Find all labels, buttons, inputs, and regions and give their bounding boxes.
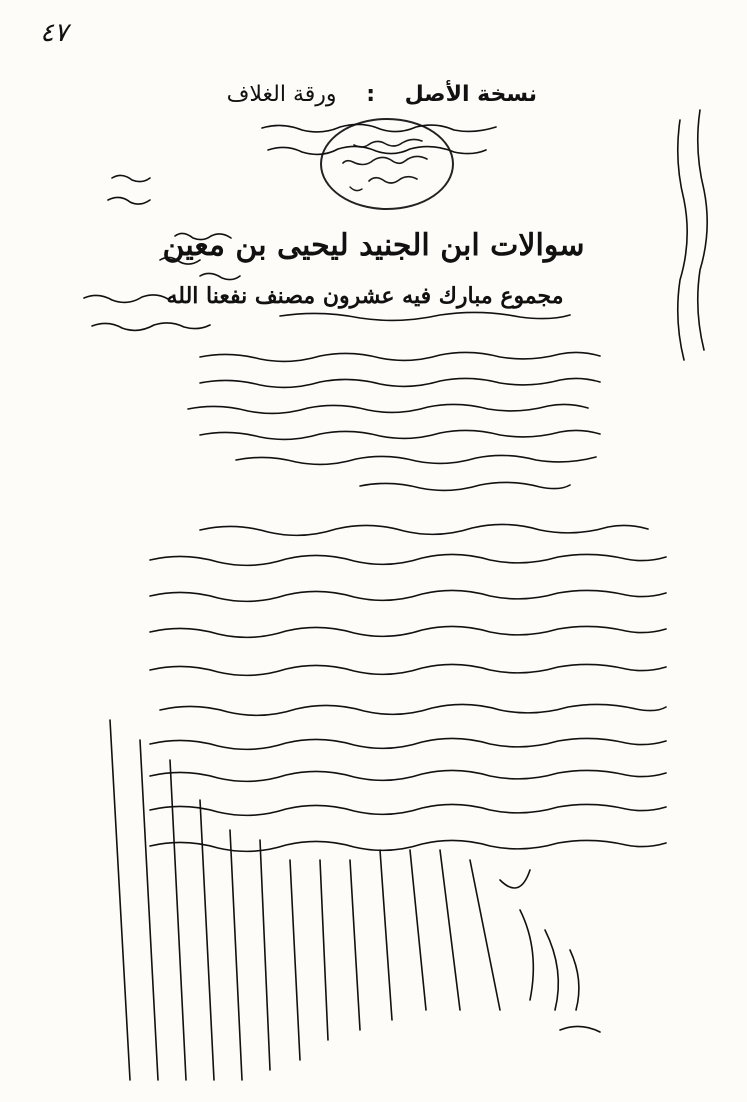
bottom-diagonal-notes	[110, 720, 600, 1080]
audition-note	[188, 352, 600, 490]
folio-number: ٤٧	[40, 18, 68, 48]
collection-subtitle: مجموع مبارك فيه عشرون مصنف نفعنا الله	[166, 283, 564, 309]
header-separator: :	[366, 82, 375, 107]
contents-list	[150, 524, 666, 851]
copy-label: نسخة الأصل	[404, 82, 537, 107]
top-left-note	[108, 124, 496, 204]
book-title: سوالات ابن الجنيد ليحيى بن معين	[162, 228, 585, 263]
sheet-label: ورقة الغلاف	[226, 82, 337, 107]
